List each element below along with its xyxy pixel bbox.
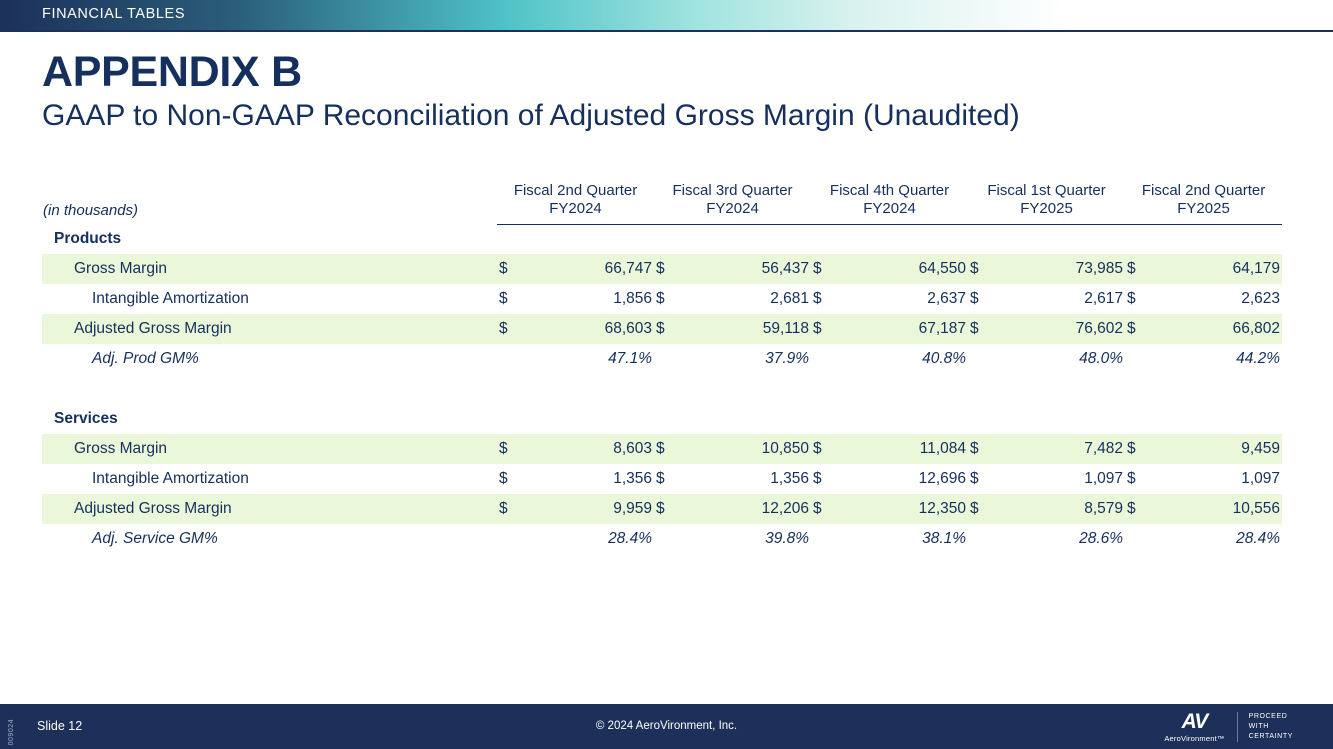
- financial-table: [42, 180, 1282, 554]
- table-row: [42, 284, 1282, 314]
- row-value: 48.0%: [1079, 350, 1124, 368]
- row-value: 28.4%: [608, 530, 653, 548]
- row-value: 10,556: [1153, 494, 1282, 524]
- tagline: [1238, 712, 1293, 742]
- row-value: 1,356: [613, 470, 653, 488]
- currency-symbol: $: [1125, 494, 1153, 524]
- financial-table-container: [42, 180, 1282, 554]
- table-row: [42, 254, 1282, 284]
- row-value: 28.4%: [1236, 530, 1281, 548]
- column-header-q3fy2024: [654, 180, 811, 224]
- currency-symbol: $: [654, 494, 682, 524]
- currency-symbol: $: [968, 254, 996, 284]
- currency-symbol: $: [1127, 470, 1136, 488]
- table-row: [42, 524, 1282, 554]
- currency-symbol: $: [813, 470, 822, 488]
- currency-symbol: $: [1125, 314, 1153, 344]
- banner-label: FINANCIAL TABLES: [42, 6, 186, 22]
- units-note: (in thousands): [43, 202, 139, 220]
- section-heading-row: [42, 224, 1282, 254]
- column-header-line2: FY2025: [1020, 200, 1073, 218]
- av-wordmark: AeroVironment™: [1164, 734, 1225, 743]
- column-header-line1: Fiscal 2nd Quarter: [513, 182, 638, 199]
- logo-group: [1164, 709, 1293, 745]
- column-header-line1: Fiscal 2nd Quarter: [1141, 182, 1266, 199]
- row-value: 10,850: [682, 434, 811, 464]
- row-value: 8,603: [525, 434, 654, 464]
- spacer-row: [42, 374, 1282, 404]
- currency-symbol: $: [499, 470, 508, 488]
- row-value: 1,097: [1241, 470, 1281, 488]
- row-value: 56,437: [682, 254, 811, 284]
- row-value: 64,550: [839, 254, 968, 284]
- table-body: [42, 224, 1282, 554]
- row-value: 8,579: [996, 494, 1125, 524]
- column-header-line2: FY2025: [1177, 200, 1230, 218]
- currency-symbol: $: [968, 314, 996, 344]
- currency-symbol: $: [1125, 434, 1153, 464]
- row-value: 12,350: [839, 494, 968, 524]
- row-value: 2,637: [927, 290, 967, 308]
- table-header: [42, 180, 1282, 224]
- row-value: 1,856: [613, 290, 653, 308]
- column-header-line2: FY2024: [706, 200, 759, 218]
- row-value: 59,118: [682, 314, 811, 344]
- row-value: 68,603: [525, 314, 654, 344]
- currency-symbol: $: [499, 290, 508, 308]
- row-value: 64,179: [1153, 254, 1282, 284]
- currency-symbol: $: [1125, 254, 1153, 284]
- row-value: 39.8%: [765, 530, 810, 548]
- slide-number: Slide 12: [37, 719, 83, 733]
- column-header-q4fy2024: [811, 180, 968, 224]
- row-value: 12,696: [918, 470, 967, 488]
- currency-symbol: $: [811, 494, 839, 524]
- column-header-line2: FY2024: [863, 200, 916, 218]
- row-label: Adjusted Gross Margin: [42, 494, 497, 524]
- row-value: 9,459: [1153, 434, 1282, 464]
- currency-symbol: $: [1127, 290, 1136, 308]
- row-value: 67,187: [839, 314, 968, 344]
- currency-symbol: $: [811, 254, 839, 284]
- row-value: 1,356: [770, 470, 810, 488]
- page-title: APPENDIX B: [42, 48, 302, 96]
- row-value: 66,802: [1153, 314, 1282, 344]
- row-value: 2,617: [1084, 290, 1124, 308]
- currency-symbol: $: [813, 290, 822, 308]
- row-value: 73,985: [996, 254, 1125, 284]
- currency-symbol: $: [497, 254, 525, 284]
- row-value: 2,681: [770, 290, 810, 308]
- column-header-q2fy2024: [497, 180, 654, 224]
- copyright-notice: © 2024 AeroVironment, Inc.: [595, 720, 738, 732]
- banner-divider: [0, 30, 1333, 32]
- row-value: 12,206: [682, 494, 811, 524]
- row-label: Intangible Amortization: [92, 470, 249, 488]
- row-value: 44.2%: [1236, 350, 1281, 368]
- row-value: 1,097: [1084, 470, 1124, 488]
- row-label: Adjusted Gross Margin: [42, 314, 497, 344]
- tagline-line-1: PROCEED: [1248, 712, 1288, 720]
- currency-symbol: $: [497, 434, 525, 464]
- currency-symbol: $: [497, 314, 525, 344]
- column-header-line1: Fiscal 3rd Quarter: [672, 182, 793, 199]
- footer-bar: [0, 704, 1333, 749]
- currency-symbol: $: [656, 470, 665, 488]
- row-value: 11,084: [839, 434, 968, 464]
- currency-symbol: $: [654, 314, 682, 344]
- av-logo-icon: [1164, 711, 1236, 743]
- row-value: 47.1%: [608, 350, 653, 368]
- row-value: 38.1%: [922, 530, 967, 548]
- currency-symbol: $: [811, 314, 839, 344]
- currency-symbol: $: [654, 434, 682, 464]
- currency-symbol: $: [811, 434, 839, 464]
- column-header-line2: FY2024: [549, 200, 602, 218]
- row-value: 7,482: [996, 434, 1125, 464]
- currency-symbol: $: [970, 470, 979, 488]
- column-header-line1: Fiscal 4th Quarter: [829, 182, 950, 199]
- currency-symbol: $: [970, 290, 979, 308]
- table-row: [42, 434, 1282, 464]
- page-subtitle: GAAP to Non-GAAP Reconciliation of Adjusted Gross Margin (Unaudited): [42, 99, 1020, 132]
- row-value: 9,959: [525, 494, 654, 524]
- tagline-line-2: WITH: [1248, 722, 1269, 730]
- top-banner: [0, 0, 1333, 30]
- section-heading-products: Products: [54, 230, 122, 248]
- row-value: 2,623: [1241, 290, 1281, 308]
- row-label: Intangible Amortization: [92, 290, 249, 308]
- column-header-line1: Fiscal 1st Quarter: [987, 182, 1106, 199]
- row-label: Adj. Prod GM%: [92, 350, 199, 368]
- row-label: Adj. Service GM%: [92, 530, 218, 548]
- currency-symbol: $: [968, 434, 996, 464]
- currency-symbol: $: [654, 254, 682, 284]
- table-row: [42, 344, 1282, 374]
- currency-symbol: $: [656, 290, 665, 308]
- column-header-q1fy2025: [968, 180, 1125, 224]
- row-value: 40.8%: [922, 350, 967, 368]
- table-row: [42, 464, 1282, 494]
- table-row: [42, 494, 1282, 524]
- av-monogram: AV: [1181, 710, 1208, 733]
- row-value: 37.9%: [765, 350, 810, 368]
- row-value: 28.6%: [1079, 530, 1124, 548]
- row-value: 76,602: [996, 314, 1125, 344]
- table-row: [42, 314, 1282, 344]
- document-code: 009024: [8, 718, 15, 745]
- row-label: Gross Margin: [42, 254, 497, 284]
- section-heading-row: [42, 404, 1282, 434]
- row-label: Gross Margin: [42, 434, 497, 464]
- row-value: 66,747: [525, 254, 654, 284]
- column-header-q2fy2025: [1125, 180, 1282, 224]
- currency-symbol: $: [968, 494, 996, 524]
- currency-symbol: $: [497, 494, 525, 524]
- section-heading-services: Services: [54, 410, 118, 428]
- tagline-line-3: CERTAINTY: [1248, 733, 1293, 741]
